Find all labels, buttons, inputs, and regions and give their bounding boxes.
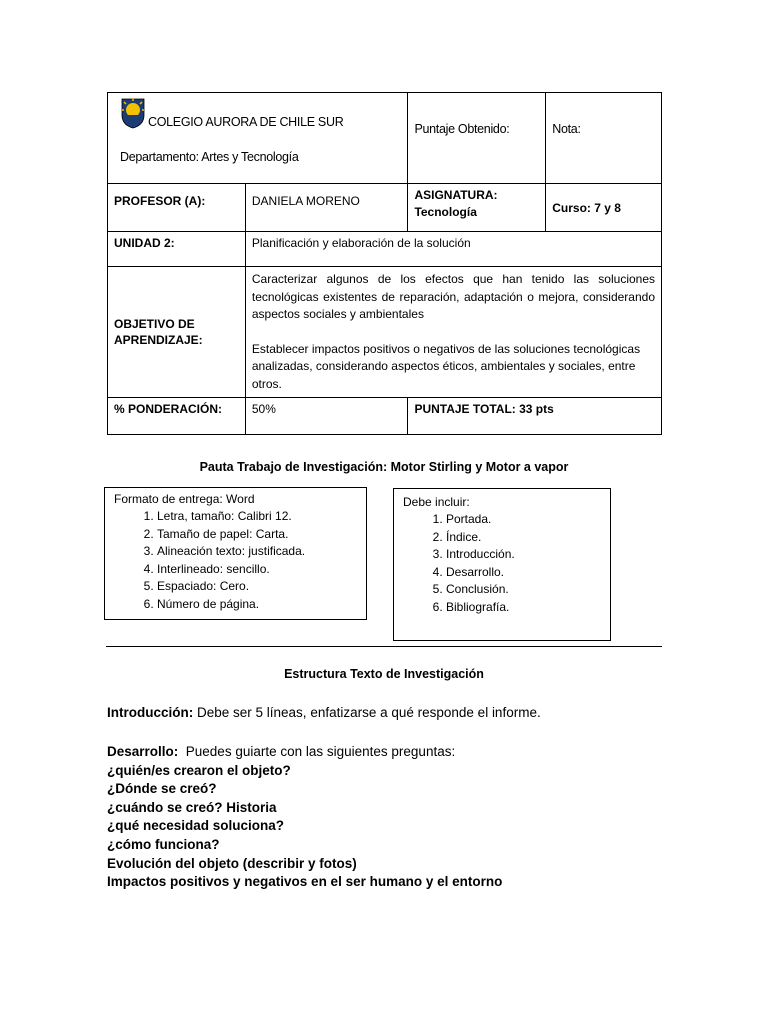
list-item: 6. Número de página. — [157, 596, 366, 614]
question-item: Impactos positivos y negativos en el ser humano y el entorno — [107, 874, 503, 890]
include-box — [393, 488, 611, 641]
weight-row — [108, 398, 662, 435]
teacher-label: PROFESOR (A): — [108, 184, 246, 232]
list-item: 4. Interlineado: sencillo. — [157, 561, 366, 579]
intro-line — [107, 705, 541, 720]
list-item: 2. Tamaño de papel: Carta. — [157, 526, 366, 544]
objective-text — [245, 267, 661, 398]
development-text: Puedes guiarte con las siguientes preguntas: — [178, 744, 456, 759]
grade-cell — [546, 93, 662, 184]
objective-label — [108, 267, 246, 398]
weight-value: 50% — [245, 398, 408, 435]
list-item: 3. Introducción. — [446, 546, 610, 564]
development-section — [107, 743, 502, 892]
objective-para2: Establecer impactos positivos o negativos de las soluciones tecnológicas analizadas, considerando aspectos éticos, ambientales y sociales, entre otros. — [251, 341, 641, 391]
department-name: Departamento: Artes y Tecnología — [120, 150, 299, 164]
intro-text: Debe ser 5 líneas, enfatizarse a qué responde el informe. — [193, 705, 541, 720]
question-item: ¿cuándo se creó? Historia — [107, 799, 277, 815]
score-cell — [408, 93, 546, 184]
total-score: PUNTAJE TOTAL: 33 pts — [408, 398, 662, 435]
list-item: 4. Desarrollo. — [446, 564, 610, 582]
include-list — [394, 511, 610, 616]
subject-label: ASIGNATURA: — [414, 188, 498, 202]
objective-row — [108, 267, 662, 398]
unit-row — [108, 232, 662, 267]
structure-title: Estructura Texto de Investigación — [284, 667, 484, 681]
question-item: ¿cómo funciona? — [107, 836, 220, 852]
grade-label: Nota: — [552, 122, 581, 136]
list-item: 6. Bibliografía. — [446, 599, 610, 617]
teacher-row — [108, 184, 662, 232]
school-logo-icon — [120, 95, 146, 129]
weight-label: % PONDERACIÓN: — [108, 398, 246, 435]
unit-label: UNIDAD 2: — [108, 232, 246, 267]
subject-cell — [408, 184, 546, 232]
school-cell — [108, 93, 408, 184]
question-item: ¿qué necesidad soluciona? — [107, 818, 285, 834]
question-item: ¿Dónde se creó? — [107, 781, 217, 797]
objective-para1: Caracterizar algunos de los efectos que han tenido las soluciones tecnológicas existentes de reparación, adaptación o mejora, considerando aspectos sociales y ambientales — [251, 272, 655, 321]
unit-value: Planificación y elaboración de la solución — [245, 232, 661, 267]
format-title: Formato de entrega: Word — [114, 492, 255, 506]
intro-label: Introducción: — [107, 705, 194, 720]
score-label: Puntaje Obtenido: — [414, 122, 510, 136]
list-item: 3. Alineación texto: justificada. — [157, 543, 366, 561]
subject-value: Tecnología — [414, 205, 477, 219]
objective-label-line2: APRENDIZAJE: — [114, 333, 203, 347]
format-list — [105, 508, 366, 613]
list-item: 5. Espaciado: Cero. — [157, 578, 366, 596]
list-item: 1. Portada. — [446, 511, 610, 529]
teacher-value: DANIELA MORENO — [245, 184, 408, 232]
format-box — [104, 487, 367, 620]
guide-title: Pauta Trabajo de Investigación: Motor Stirling y Motor a vapor — [199, 460, 569, 474]
school-name: COLEGIO AURORA DE CHILE SUR — [148, 115, 344, 129]
question-item: Evolución del objeto (describir y fotos) — [107, 855, 357, 871]
header-row — [108, 93, 662, 184]
course-value: Curso: 7 y 8 — [546, 184, 662, 232]
header-table — [107, 92, 662, 435]
list-item: 2. Índice. — [446, 529, 610, 547]
divider-line — [106, 646, 662, 647]
include-title: Debe incluir: — [403, 495, 470, 509]
list-item: 5. Conclusión. — [446, 581, 610, 599]
development-line — [107, 743, 502, 762]
objective-label-line1: OBJETIVO DE — [114, 317, 195, 331]
development-label: Desarrollo: — [107, 744, 179, 759]
question-item: ¿quién/es crearon el objeto? — [107, 762, 291, 778]
list-item: 1. Letra, tamaño: Calibri 12. — [157, 508, 366, 526]
